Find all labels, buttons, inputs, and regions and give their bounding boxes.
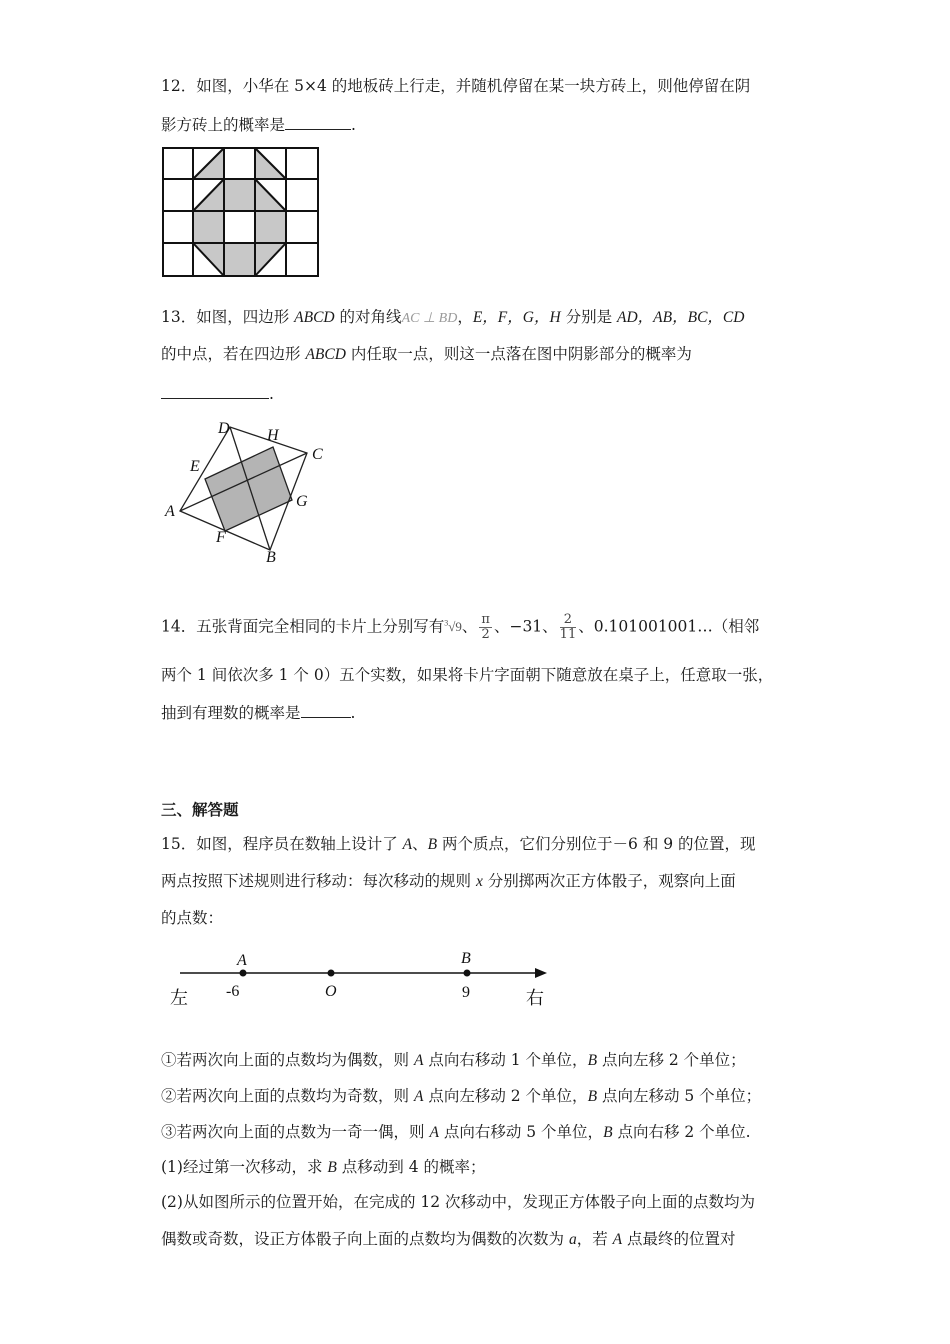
answer-blank (301, 703, 351, 718)
answer-blank (285, 115, 351, 130)
label-right: 右 (526, 988, 544, 1009)
point-A (240, 970, 247, 977)
answer-blank (161, 384, 269, 399)
q12-tile-grid-figure (161, 146, 320, 280)
q12-line-2: 影方砖上的概率是 . (161, 116, 356, 134)
q14-line-1: 14．五张背面完全相同的卡片上分别写有$^3$√9、 $\frac{\pi}{2}$ 、−31、 $\frac{2}{11}$ 、0.101001001…（相邻 (161, 611, 760, 642)
arrow-head-icon (535, 968, 547, 978)
q15-rule-1: ①若两次向上面的点数均为偶数，则 A 点向右移动 1 个单位，B 点向左移 2 个单位； (161, 1051, 746, 1069)
q15-part-1: (1)经过第一次移动，求 B 点移动到 4 的概率； (161, 1158, 486, 1176)
label-F: F (216, 529, 226, 546)
label-D: D (218, 420, 230, 437)
q15-part-2-line-2: 偶数或奇数，设正方体骰子向上面的点数均为偶数的次数为 a，若 A 点最终的位置对 (161, 1230, 736, 1248)
q15-part-2-line-1: (2)从如图所示的位置开始，在完成的 12 次移动中，发现正方体骰子向上面的点数均为 (161, 1193, 756, 1211)
q13-line-2: 的中点，若在四边形 ABCD 内任取一点，则这一点落在图中阴影部分的概率为 (161, 345, 692, 363)
label-minus-6: -6 (226, 983, 240, 1000)
label-B: B (461, 950, 471, 967)
shaded-tile (224, 179, 255, 211)
label-C: C (312, 446, 323, 463)
q15-line-3: 的点数： (161, 909, 224, 927)
q13-line-3: . (161, 384, 274, 404)
shaded-tile (255, 211, 286, 243)
two-elevenths-fraction: $\frac{2}{11}$ (559, 611, 577, 642)
q15-rule-3: ③若两次向上面的点数为一奇一偶，则 A 点向右移动 5 个单位，B 点向右移 2 个单位. (161, 1123, 751, 1141)
label-B: B (266, 549, 276, 566)
q12-line-1: 12．如图，小华在 5×4 的地板砖上行走，并随机停留在某一块方砖上，则他停留在阴 (161, 77, 751, 95)
section-title: 三、解答题 (161, 800, 239, 819)
q15-number-line-figure (165, 944, 555, 1010)
label-H: H (267, 427, 279, 444)
q14-line-2: 两个 1 间依次多 1 个 0）五个实数，如果将卡片字面朝下随意放在桌子上，任意取一张， (161, 666, 774, 684)
q15-line-1: 15．如图，程序员在数轴上设计了 A、B 两个质点，它们分别位于－6 和 9 的位置，现 (161, 835, 756, 853)
label-left: 左 (170, 988, 188, 1009)
label-E: E (190, 458, 200, 475)
q15-line-2: 两点按照下述规则进行移动：每次移动的规则 x 分别掷两次正方体骰子，观察向上面 (161, 872, 736, 890)
q13-quadrilateral-figure (160, 415, 335, 567)
shaded-rectangle (205, 447, 292, 531)
shaded-tile (224, 243, 255, 276)
label-O: O (325, 983, 337, 1000)
point-B (464, 970, 471, 977)
shaded-tile (193, 211, 224, 243)
label-A: A (165, 503, 175, 520)
point-O (328, 970, 335, 977)
q13-line-1: 13．如图，四边形 ABCD 的对角线AC ⊥ BD，E，F，G，H 分别是 AD，AB，BC，CD (161, 308, 745, 326)
pi-over-2-fraction: $\frac{\pi}{2}$ (481, 611, 490, 642)
label-9: 9 (462, 984, 470, 1001)
label-A: A (237, 952, 247, 969)
q15-rule-2: ②若两次向上面的点数均为奇数，则 A 点向左移动 2 个单位，B 点向左移动 5 个单位； (161, 1087, 762, 1105)
cube-root-expression: $^3$√9 (444, 619, 462, 635)
label-G: G (296, 493, 308, 510)
q14-line-3: 抽到有理数的概率是 . (161, 704, 356, 722)
